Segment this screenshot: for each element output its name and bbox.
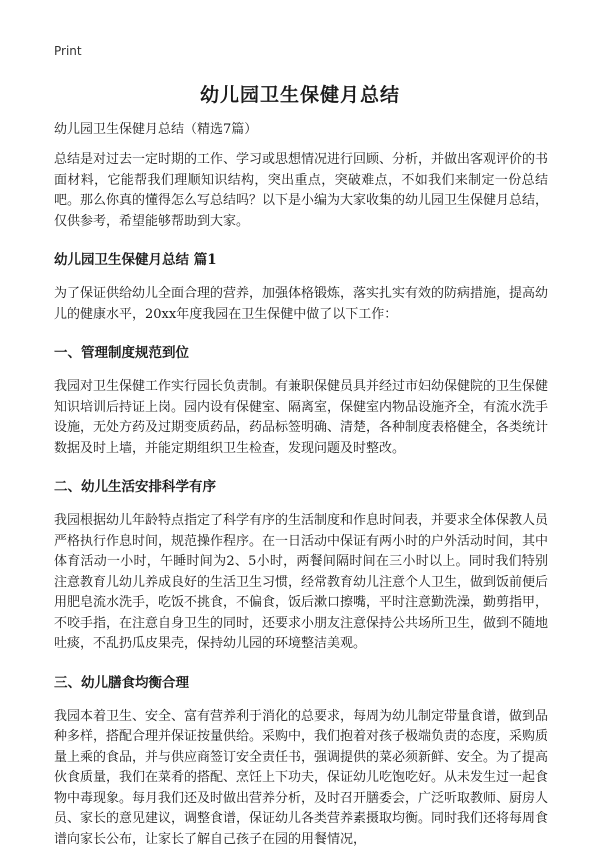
document-subtitle: 幼儿园卫生保健月总结（精选7篇） xyxy=(54,122,258,137)
section-heading-diet: 三、幼儿膳食均衡合理 xyxy=(54,674,189,691)
article-intro-paragraph: 为了保证供给幼儿全面合理的营养，加强体格锻炼，落实扎实有效的防病措施，提高幼儿的健康水平，20xx年度我园在卫生保健中做了以下工作： xyxy=(54,286,549,322)
print-link[interactable]: Print xyxy=(54,44,82,58)
section-body-management: 我园对卫生保健工作实行园长负责制。有兼职保健员具并经过市妇幼保健院的卫生保健知识培训后持证上岗。园内设有保健室、隔离室，保健室内物品设施齐全，有流水洗手设施，无处方药及过期变质药品，药品标签明确、清楚，各种制度表格健全，各类统计数据及时上墙，并能定期组织卫生检查，发现问题及时整改。 xyxy=(54,379,549,456)
intro-paragraph: 总结是对过去一定时期的工作、学习或思想情况进行回顾、分析，并做出客观评价的书面材料，它能帮我们理顺知识结构，突出重点，突破难点，不如我们来制定一份总结吧。那么你真的懂得怎么写总结吗？以下是小编为大家收集的幼儿园卫生保健月总结，仅供参考，希望能够帮助到大家。 xyxy=(54,152,549,229)
page-title: 幼儿园卫生保健月总结 xyxy=(199,84,400,106)
article-heading: 幼儿园卫生保健月总结 篇1 xyxy=(54,252,217,268)
section-body-daily-life: 我园根据幼儿年龄特点指定了科学有序的生活制度和作息时间表，并要求全体保教人员严格执行作息时间，规范操作程序。在一日活动中保证有两小时的户外活动时间，其中体育活动一小时，午睡时间为2、5小时，两餐间隔时间在三小时以上。同时我们特别注意教育儿幼儿养成良好的生活卫生习惯，经常教育幼儿注意个人卫生，做到饭前便后用肥皂流水洗手，吃饭不挑食，不偏食，饭后漱口擦嘴，平时注意勤洗澡，勤剪指甲，不咬手指，在注意自身卫生的同时，还要求小朋友注意保持公共场所卫生，做到不随地吐痰，不乱扔瓜皮果壳，保持幼儿园的环境整洁美观。 xyxy=(54,513,549,651)
document-body xyxy=(54,120,548,868)
section-body-diet: 我园本着卫生、安全、富有营养利于消化的总要求，每周为幼儿制定带量食谱，做到品种多样，搭配合理并保证按量供给。采购中，我们抱着对孩子极端负责的态度，采购质量上乘的食品，并与供应商签订安全责任书，强调提供的菜必须新鲜、安全。为了提高伙食质量，我们在菜肴的搭配、烹饪上下功夫，保证幼儿吃饱吃好。从未发生过一起食物中毒现象。每月我们还及时做出营养分析，及时召开膳委会，广泛听取教师、厨房人员、家长的意见建议，调整食谱，保证幼儿各类营养素摄取均衡。同时我们还将每周食谱向家长公布，让家长了解自己孩子在园的用餐情况， xyxy=(54,708,549,847)
section-heading-daily-life: 二、幼儿生活安排科学有序 xyxy=(54,479,216,495)
section-heading-management: 一、管理制度规范到位 xyxy=(54,345,189,361)
